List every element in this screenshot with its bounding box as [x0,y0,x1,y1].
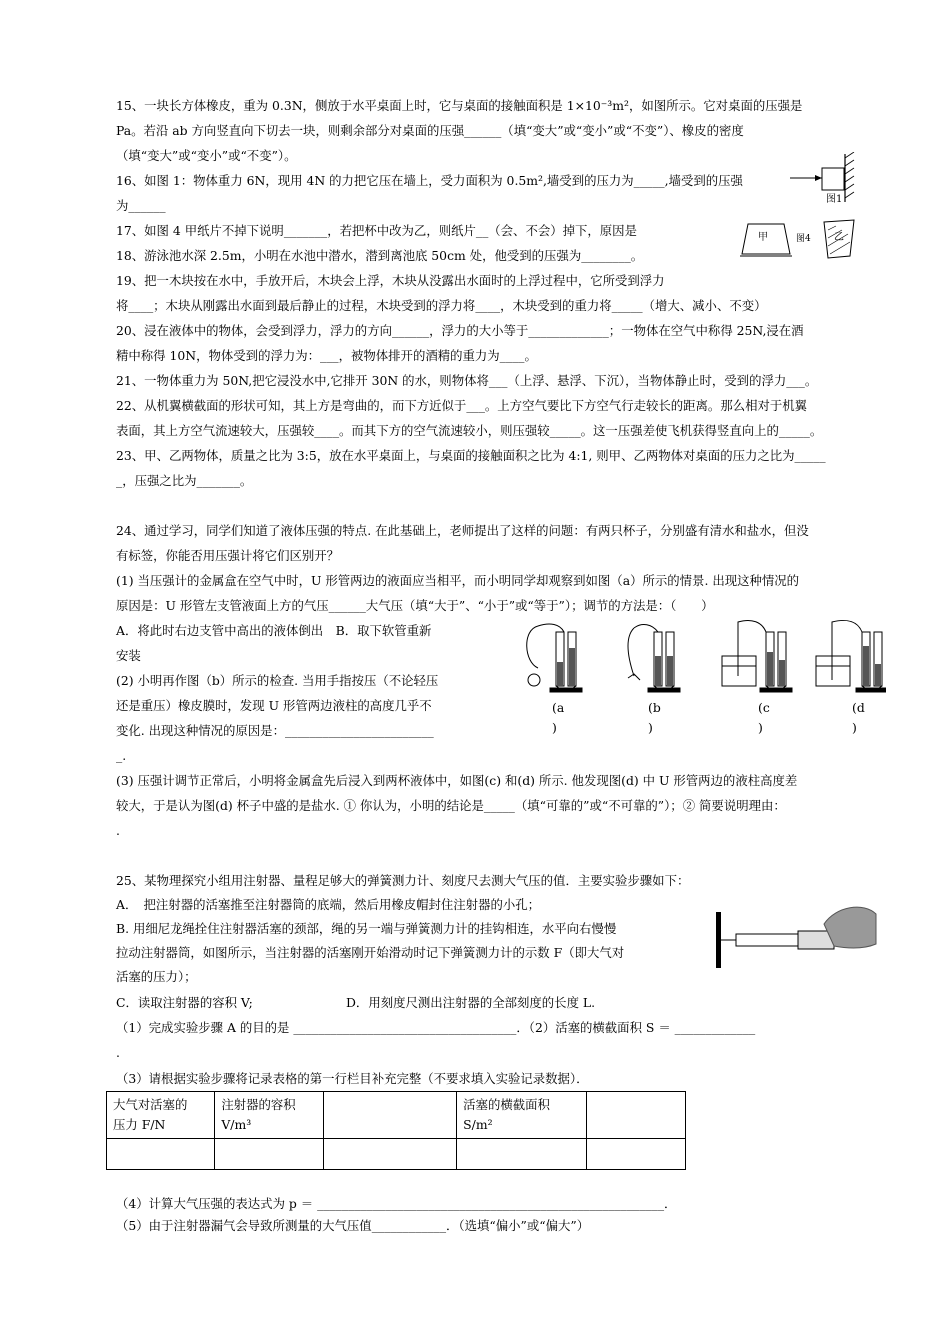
table-header-force-b: 压力 F/N [113,1117,166,1132]
q24-line-11: (3) 压强计调节正常后，小明将金属盒先后浸入到两杯液体中，如图(c) 和(d) 所示. 他发现图(d) 中 U 形管两边的液柱高度差 [116,773,798,788]
q19-line-1: 19、把一木块按在水中，手放开后，木块会上浮，木块从没露出水面时的上浮过程中，它所受到浮力 [116,273,665,288]
q24-line-2: 有标签，你能否用压强计将它们区别开？ [116,548,340,563]
q25-line-8: . [116,1045,120,1060]
q21-line-1: 21、一物体重力为 50N,把它浸没水中,它排开 30N 的水，则物体将___（上浮、悬浮、下沉），当物体静止时，受到的浮力___。 [116,373,818,388]
q20-line-1: 20、浸在液体中的物体，会受到浮力，浮力的方向______，浮力的大小等于_____________；一物体在空气中称得 25N,浸在酒 [116,323,804,338]
table-cell [323,1139,456,1170]
q25-line-2: A． 把注射器的活塞推至注射器筒的底端，然后用橡皮帽封住注射器的小孔； [116,897,541,912]
table-header-blank [323,1092,456,1139]
fig-a-label: (a [552,700,565,715]
table-cell-volume [215,1092,323,1139]
table-header-volume-b: V/m³ [221,1117,252,1132]
q24-line-10: _. [116,748,127,763]
q24-line-6: 安装 [116,648,141,663]
q24-line-4: 原因是：U 形管左支管液面上方的气压______大气压（填“大于”、“小于”或“等于”）；调节的方法是：（ ） [116,598,714,613]
table-cell [457,1139,586,1170]
q22-line-2: 表面，其上方空气流速较大，压强较____。而其下方的空气流速较小，则压强较_____。这一压强差使飞机获得竖直向上的_____。 [116,423,823,438]
q24-line-13: . [116,823,120,838]
table-row [107,1092,686,1139]
record-table [106,1091,686,1170]
q24-line-7: (2) 小明再作图（b）所示的检查. 当用手指按压（不论轻压 [116,673,439,688]
q25-line-7: （1）完成实验步骤 A 的目的是 ____________________________________．（2）活塞的横截面积 S ＝ _____________ [116,1020,756,1035]
figure-4-label: 图4 [796,234,811,244]
q24-line-5: A．将此时右边支管中高出的液体倒出 B．取下软管重新 [116,623,432,638]
figure-1-label: 图1 [826,194,843,205]
fig-d-label-close: ) [852,720,857,735]
q15-line-1: 15、一块长方体橡皮，重为 0.3N，侧放于水平桌面上时，它与桌面的接触面积是 1×10⁻³m²，如图所示。它对桌面的压强是 [116,98,803,113]
q23-line-2: _，压强之比为_______。 [116,473,253,488]
fig-d-label: (d [852,700,865,715]
q17-line-1: 17、如图 4 甲纸片不掉下说明_______，若把杯中改为乙，则纸片__（会、不会）掉下，原因是 [116,223,637,238]
fig-c-label: (c [758,700,770,715]
q19-line-2: 将____；木块从刚露出水面到最后静止的过程，木块受到的浮力将____，木块受到的重力将_____（增大、减小、不变） [116,298,767,313]
q25-line-10: （4）计算大气压强的表达式为 p ＝ ________________________________________________________． [116,1196,677,1211]
table-cell [107,1139,215,1170]
cup-a-label: 甲 [758,232,768,243]
table-cell [215,1139,323,1170]
q15-line-3: （填“变大”或“变小”或“不变”）。 [116,148,297,163]
table-header-force-a: 大气对活塞的 [113,1097,188,1112]
q25-line-5: 活塞的压力）； [116,969,197,984]
table-header-area-b: S/m² [463,1117,493,1132]
q25-line-3: B. 用细尼龙绳拴住注射器活塞的颈部，绳的另一端与弹簧测力计的挂钩相连，水平向右慢慢 [116,921,617,936]
table-header-volume-a: 注射器的容积 [221,1097,296,1112]
q25-line-11: （5）由于注射器漏气会导致所测量的大气压值____________．（选填“偏小”或“偏大”） [116,1218,590,1233]
fig-a-label-close: ) [552,720,557,735]
fig-c-label-close: ) [758,720,763,735]
fig-b-label-close: ) [648,720,653,735]
manometer-figures [516,618,886,698]
q24-line-12: 较大，于是认为图(d) 杯子中盛的是盐水. ① 你认为，小明的结论是_____（填“可靠的”或“不可靠的”）；② 简要说明理由： [116,798,786,813]
cup-b-label: 乙 [834,232,844,243]
table-header-blank-2 [586,1092,685,1139]
q25-line-4: 拉动注射器筒，如图所示，当注射器的活塞刚开始滑动时记下弹簧测力计的示数 F（即大气对 [116,945,625,960]
syringe-figure [714,900,878,980]
table-row [107,1139,686,1170]
q16-line-1: 16、如图 1：物体重力 6N，现用 4N 的力把它压在墙上，受力面积为 0.5m²,墙受到的压力为_____,墙受到的压强 [116,173,743,188]
q15-line-2: Pa。若沿 ab 方向竖直向下切去一块，则剩余部分对桌面的压强______（填“变大”或“变小”或“不变”）、橡皮的密度 [116,123,744,138]
q18-line-1: 18、游泳池水深 2.5m，小明在水池中潜水，潜到离池底 50cm 处，他受到的压强为________。 [116,248,644,263]
q23-line-1: 23、甲、乙两物体，质量之比为 3:5，放在水平桌面上，与桌面的接触面积之比为 4:1, 则甲、乙两物体对桌面的压力之比为_____ [116,448,826,463]
fig-b-label: (b [648,700,661,715]
q22-line-1: 22、从机翼横截面的形状可知，其上方是弯曲的，而下方近似于___。上方空气要比下方空气行走较长的距离。那么相对于机翼 [116,398,808,413]
table-header-area-a: 活塞的横截面积 [463,1097,550,1112]
table-cell [586,1139,685,1170]
q20-line-2: 精中称得 10N，物体受到的浮力为：___，被物体排开的酒精的重力为____。 [116,348,537,363]
q25-line-1: 25、某物理探究小组用注射器、量程足够大的弹簧测力计、刻度尺去测大气压的值．主要实验步骤如下： [116,873,690,888]
q16-line-2: 为______ [116,198,166,213]
table-cell-force [107,1092,215,1139]
table-cell-area [457,1092,586,1139]
q24-line-8: 还是重压）橡皮膜时，发现 U 形管两边液柱的高度几乎不 [116,698,432,713]
q25-line-9: （3）请根据实验步骤将记录表格的第一行栏目补充完整（不要求填入实验记录数据）． [116,1071,589,1086]
q25-line-6a: C．读取注射器的容积 V; [116,995,253,1010]
q25-line-6b: D．用刻度尺测出注射器的全部刻度的长度 L. [346,995,596,1010]
q24-line-1: 24、通过学习，同学们知道了液体压强的特点. 在此基础上，老师提出了这样的问题：有两只杯子，分别盛有清水和盐水，但没 [116,523,809,538]
q24-line-3: (1) 当压强计的金属盒在空气中时，U 形管两边的液面应当相平，而小明同学却观察到如图（a）所示的情景. 出现这种情况的 [116,573,800,588]
q24-line-9: 变化. 出现这种情况的原因是：________________________ [116,723,434,738]
